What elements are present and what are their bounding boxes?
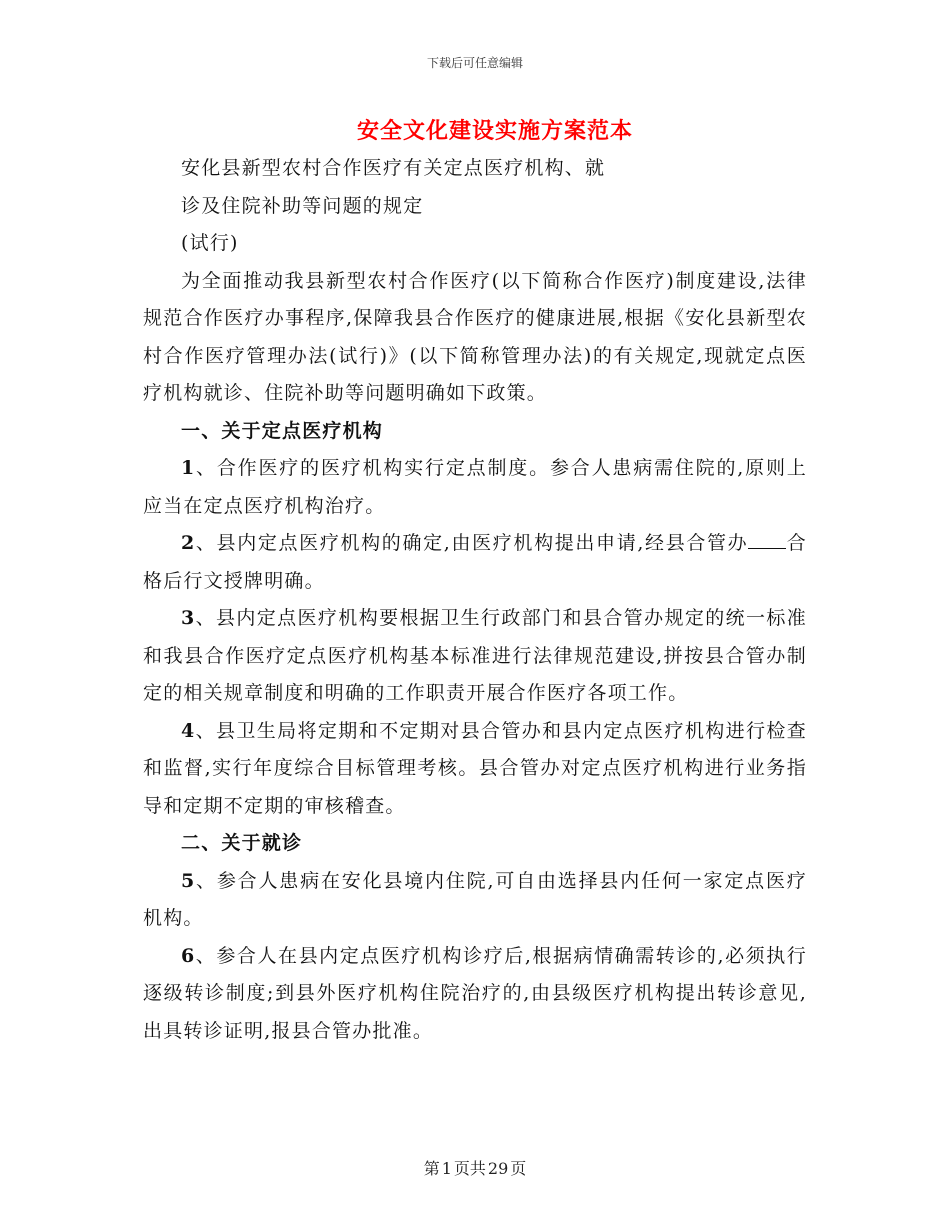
header-note: 下载后可任意编辑: [426, 56, 523, 70]
footer-page-number: 1: [441, 1159, 452, 1178]
intro-paragraph: 为全面推动我县新型农村合作医疗(以下简称合作医疗)制度建设,法律规范合作医疗办事程序,保障我县合作医疗的健康进展,根据《安化县新型农村合作医疗管理办法(试行)》(以下简称管理办法)的有关规定,现就定点医疗机构就诊、住院补助等问题明确如下政策。: [143, 269, 807, 404]
footer-middle: 页共: [453, 1159, 486, 1178]
article-number: 1: [181, 457, 196, 479]
article-3: [143, 600, 807, 713]
article-text: 、县卫生局将定期和不定期对县合管办和县内定点医疗机构进行检查和监督,实行年度综合目标管理考核。县合管办对定点医疗机构进行业务指导和定期不定期的审核稽查。: [143, 719, 807, 817]
article-text: 、县内定点医疗机构要根据卫生行政部门和县合管办规定的统一标准和我县合作医疗定点医疗机构基本标准进行法律规范建设,拼按县合管办制定的相关规章制度和明确的工作职责开展合作医疗各项工作。: [143, 607, 807, 704]
article-text: 、参合人患病在安化县境内住院,可自由选择县内任何一家定点医疗机构。: [143, 869, 807, 929]
article-text: 、县内定点医疗机构的确定,由医疗机构提出申请,经县合管办: [195, 532, 749, 554]
article-text: 、参合人在县内定点医疗机构诊疗后,根据病情确需转诊的,必须执行逐级转诊制度;到县外医疗机构住院治疗的,由县级医疗机构提出转诊意见,出具转诊证明,报县合管办批准。: [143, 944, 807, 1042]
article-number: 3: [181, 607, 196, 629]
footer-prefix: 第: [423, 1159, 440, 1178]
article-text: 、合作医疗的医疗机构实行定点制度。参合人患病需住院的,原则上应当在定点医疗机构治疗。: [143, 457, 807, 517]
article-number: 6: [181, 944, 196, 967]
section-heading-1: 一、关于定点医疗机构: [181, 419, 384, 442]
footer-total-pages: 29: [487, 1159, 509, 1178]
subtitle-line-3: (试行): [181, 232, 239, 254]
article-1: [143, 450, 807, 525]
article-text: 合格后行文授牌明确。: [143, 532, 808, 592]
page-footer: [0, 1156, 950, 1179]
article-4: [143, 713, 807, 826]
article-number: 4: [181, 719, 196, 742]
section-heading-2: 二、关于就诊: [181, 832, 303, 854]
subtitle-line-1: 安化县新型农村合作医疗有关定点医疗机构、就: [181, 157, 606, 179]
subtitle-line-2: 诊及住院补助等问题的规定: [181, 194, 424, 217]
footer-suffix: 页: [510, 1159, 527, 1178]
article-5: [143, 863, 807, 938]
article-2: [143, 525, 807, 600]
article-6: [143, 938, 807, 1051]
document-body: [143, 150, 807, 1050]
blank-underline: [748, 528, 786, 549]
article-number: 5: [181, 869, 196, 892]
article-number: 2: [181, 532, 196, 554]
document-title: 安全文化建设实施方案范本: [356, 118, 633, 144]
